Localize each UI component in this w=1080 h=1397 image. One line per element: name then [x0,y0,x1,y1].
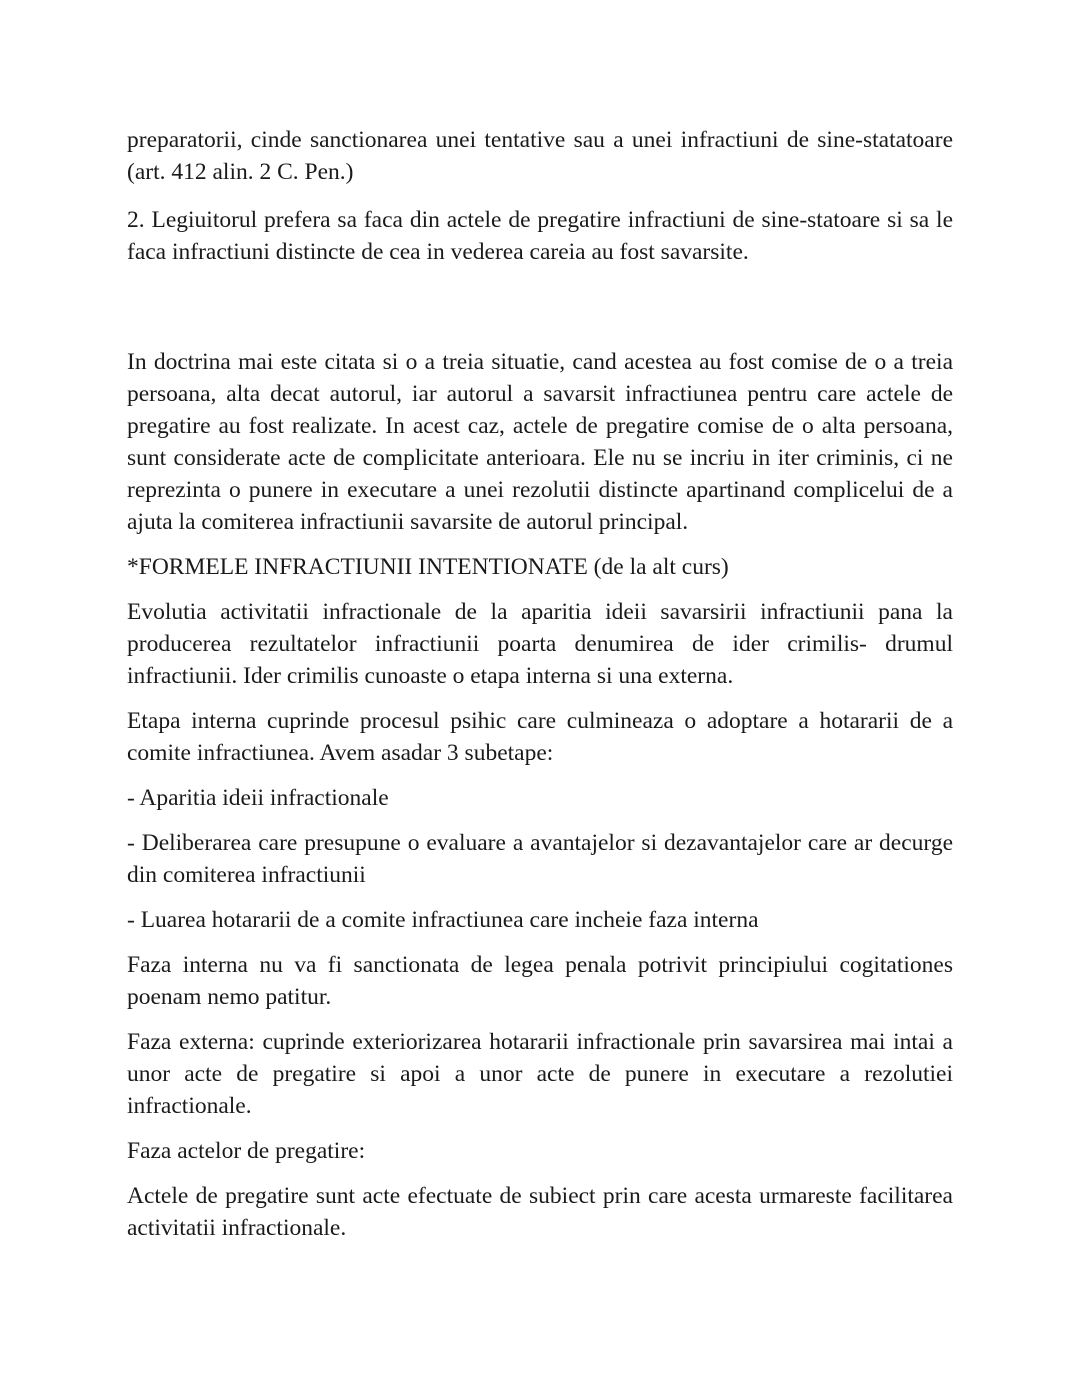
paragraph-preparatory-acts: Actele de pregatire sunt acte efectuate de subiect prin care acesta urmareste facilitarea activitatii infractionale. [127,1183,953,1241]
section-heading: *FORMELE INFRACTIUNII INTENTIONATE (de la alt curs) [127,554,729,580]
paragraph-point-2: 2. Legiuitorul prefera sa faca din actele de pregatire infractiuni de sine-statoare si sa le faca infractiuni distincte de cea in vederea careia au fost savarsite. [127,207,953,265]
paragraph-external-phase: Faza externa: cuprinde exteriorizarea hotararii infractionale prin savarsirea mai intai a unor acte de pregatire si apoi a unor acte de punere in executare a rezolutiei infractionale. [127,1029,953,1119]
list-item: - Deliberarea care presupune o evaluare a avantajelor si dezavantajelor care ar decurge din comiterea infractiunii [127,830,953,888]
paragraph-continuation: preparatorii, cinde sanctionarea unei tentative sau a unei infractiuni de sine-statatoare (art. 412 alin. 2 C. Pen.) [127,127,953,185]
paragraph-internal-stage: Etapa interna cuprinde procesul psihic care culmineaza o adoptare a hotararii de a comite infractiunea. Avem asadar 3 subetape: [127,708,953,766]
paragraph-doctrine: In doctrina mai este citata si o a treia situatie, cand acestea au fost comise de o a treia persoana, alta decat autorul, iar autorul a savarsit infractiunea pentru care actele de pregatire au fost realizate. In acest caz, actele de pregatire comise de o alta persoana, sunt considerate acte de complicitate anterioara. Ele nu se incriu in iter criminis, ci ne reprezinta o punere in executare a unei rezolutii distincte apartinand complicelui de a ajuta la comiterea infractiunii savarsite de autorul principal. [127,349,953,535]
paragraph-evolution: Evolutia activitatii infractionale de la aparitia ideii savarsirii infractiunii pana la producerea rezultatelor infractiunii poarta denumirea de ider crimilis- drumul infractiunii. Ider crimilis cunoaste o etapa interna si una externa. [127,599,953,689]
document-page [127,124,953,1244]
list-item: - Luarea hotararii de a comite infractiunea care incheie faza interna [127,907,759,933]
list-item: - Aparitia ideii infractionale [127,785,389,811]
subheading-preparatory-acts: Faza actelor de pregatire: [127,1138,366,1164]
paragraph-internal-phase: Faza interna nu va fi sanctionata de legea penala potrivit principiului cogitationes poenam nemo patitur. [127,952,953,1010]
